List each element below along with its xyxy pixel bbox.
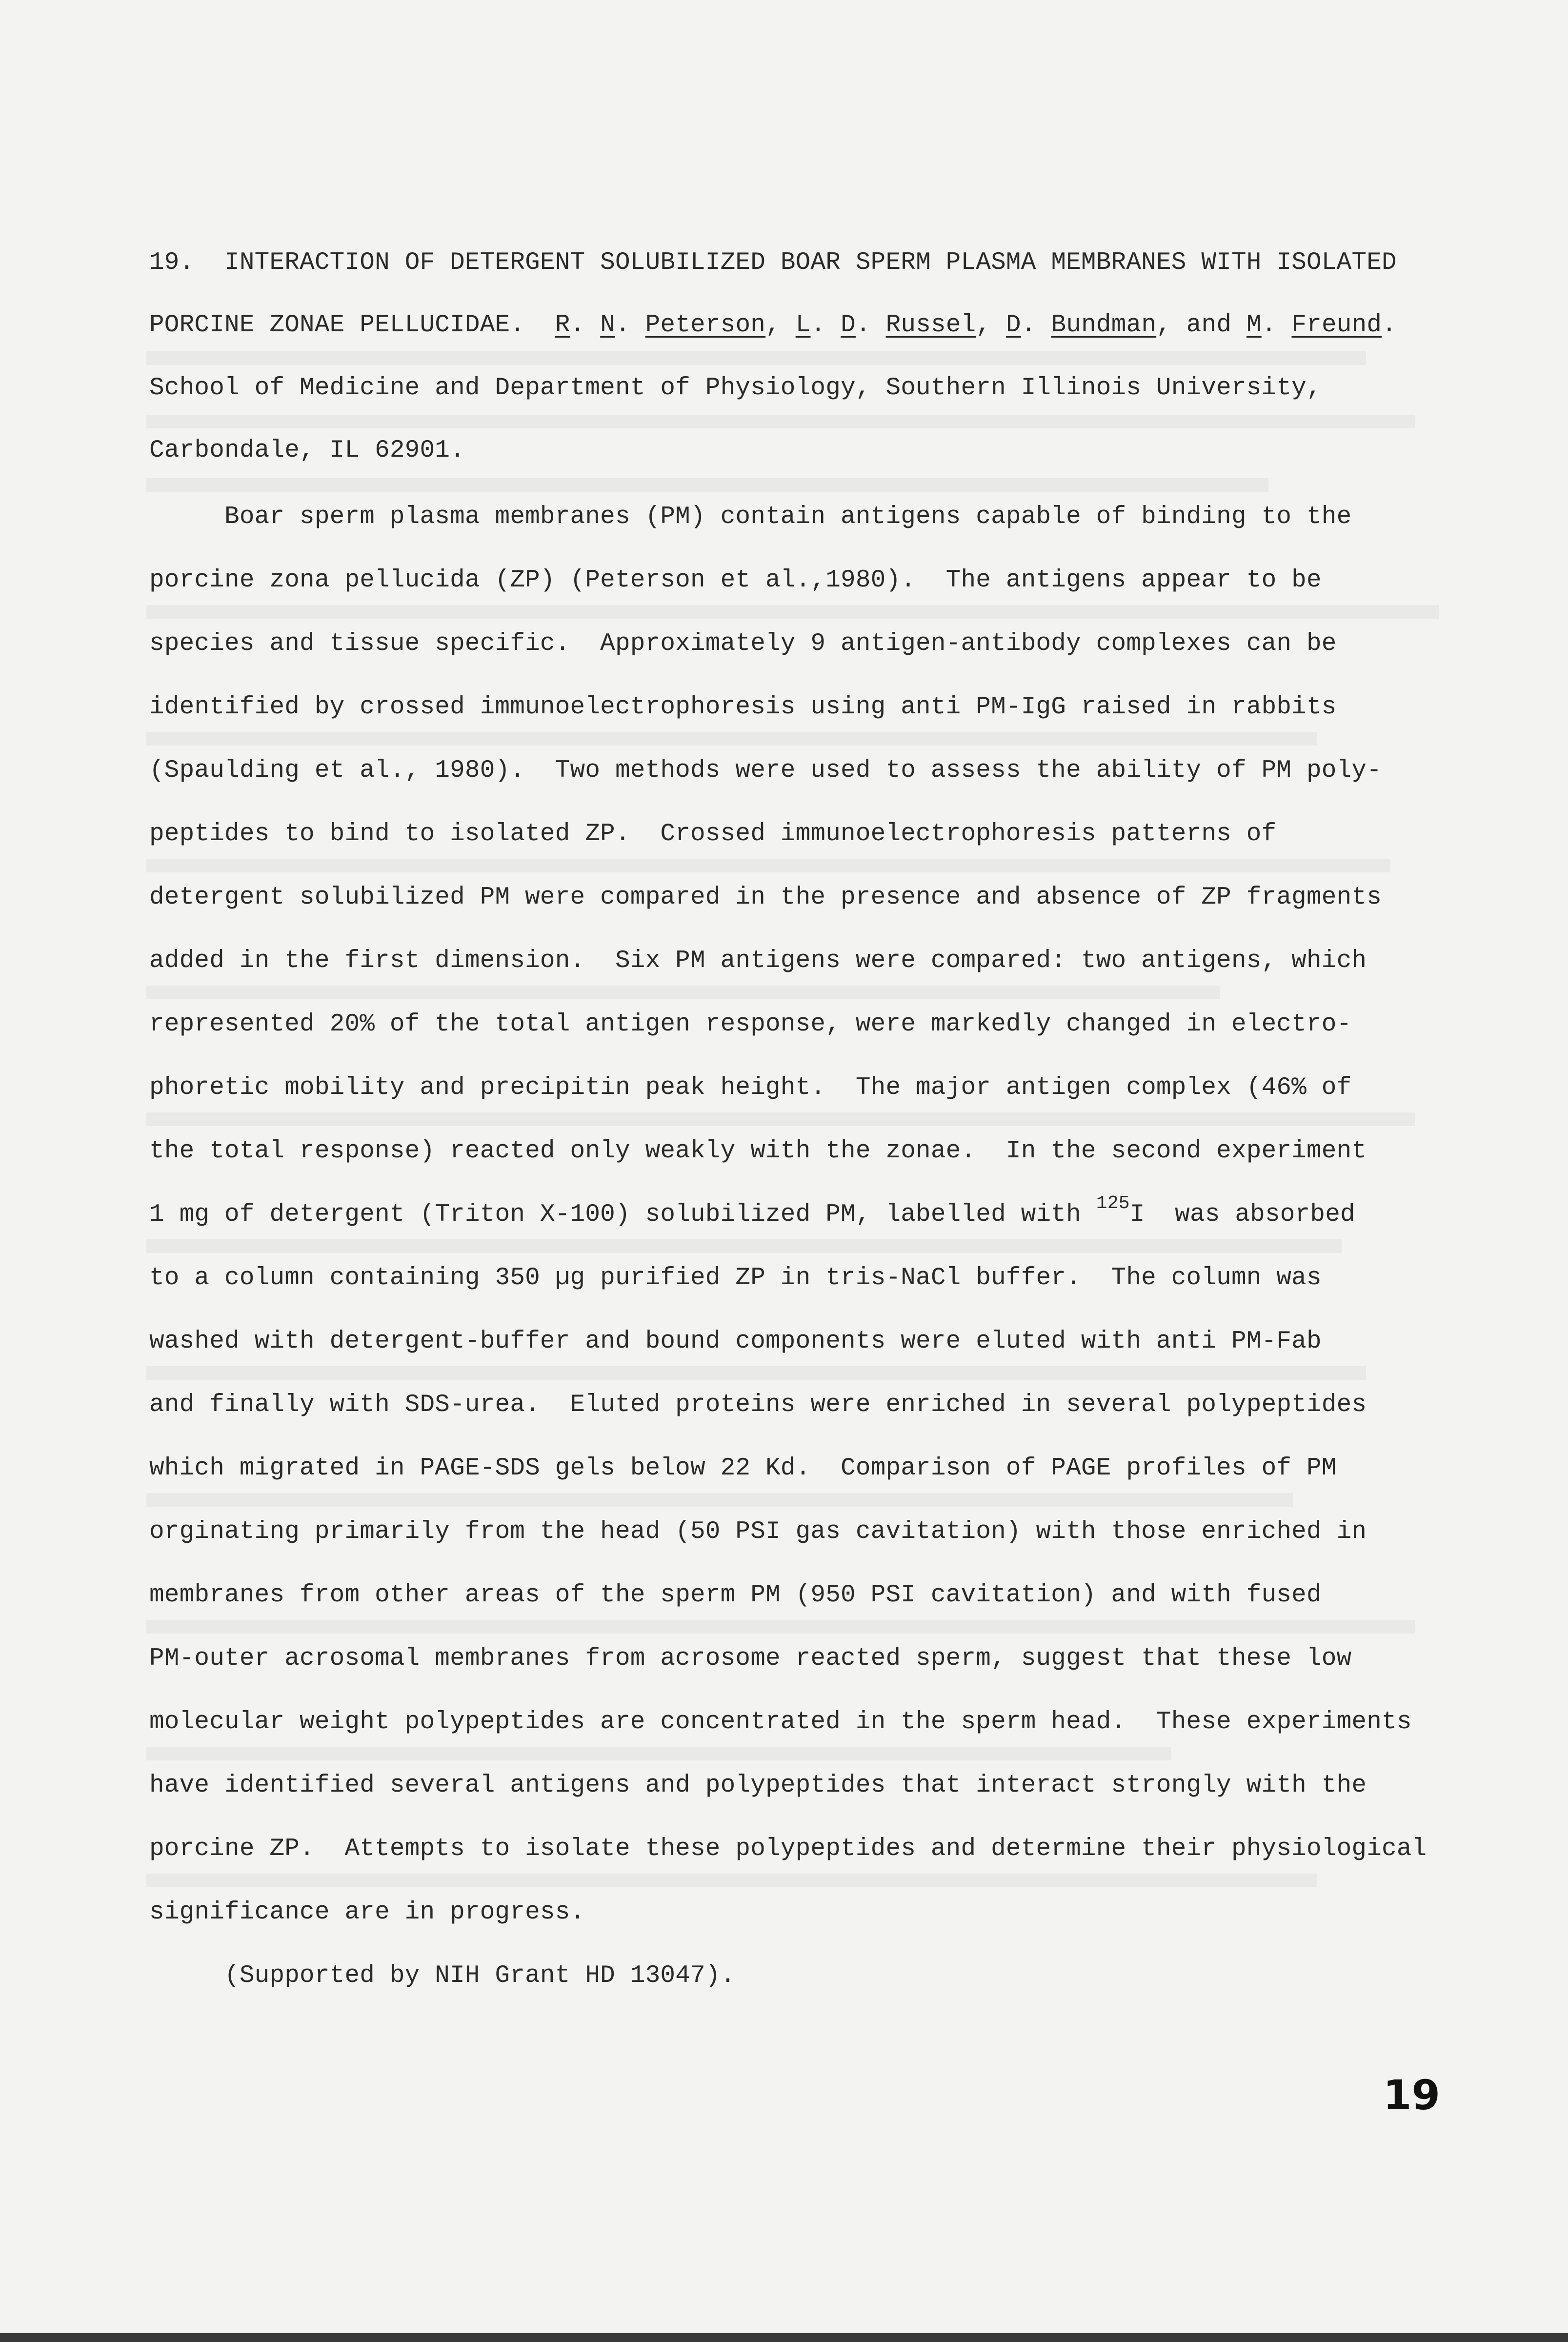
affiliation-line-2: Carbondale, IL 62901.	[149, 437, 465, 464]
body-line: molecular weight polypeptides are concentrated in the sperm head. These experiments	[149, 1708, 1412, 1736]
body-line: significance are in progress.	[149, 1898, 585, 1926]
isotope-superscript: 125	[1096, 1193, 1130, 1214]
body-line: peptides to bind to isolated ZP. Crossed immunoelectrophoresis patterns of	[149, 820, 1277, 848]
body-line: PM-outer acrosomal membranes from acrosome reacted sperm, suggest that these low	[149, 1645, 1352, 1673]
body-line: orginating primarily from the head (50 PSI gas cavitation) with those enriched in	[149, 1518, 1367, 1546]
body-line: (Spaulding et al., 1980). Two methods were used to assess the ability of PM poly-	[149, 757, 1382, 785]
body-line: which migrated in PAGE-SDS gels below 22 Kd. Comparison of PAGE profiles of PM	[149, 1454, 1337, 1482]
author: L. D. Russel,	[795, 311, 991, 339]
abstract-number: 19.	[149, 249, 195, 277]
abstract-title-line-2	[149, 313, 1397, 338]
body-line: porcine zona pellucida (ZP) (Peterson et al.,1980). The antigens appear to be	[149, 566, 1322, 594]
body-line: detergent solubilized PM were compared in the presence and absence of ZP fragments	[149, 884, 1382, 911]
abstract-title: INTERACTION OF DETERGENT SOLUBILIZED BOAR SPERM PLASMA MEMBRANES WITH ISOLATED	[224, 249, 1397, 277]
scan-bottom-edge	[0, 2333, 1568, 2342]
body-line: washed with detergent-buffer and bound components were eluted with anti PM-Fab	[149, 1328, 1322, 1355]
body-line: to a column containing 350 µg purified ZP in tris-NaCl buffer. The column was	[149, 1264, 1322, 1292]
body-line: membranes from other areas of the sperm PM (950 PSI cavitation) and with fused	[149, 1581, 1322, 1609]
author: R. N. Peterson,	[555, 311, 781, 339]
abstract-title-line-1	[149, 250, 1397, 275]
body-line: Boar sperm plasma membranes (PM) contain antigens capable of binding to the	[149, 503, 1352, 531]
page-number: 19	[1383, 2071, 1440, 2119]
body-line: have identified several antigens and polypeptides that interact strongly with the	[149, 1772, 1367, 1799]
body-line: species and tissue specific. Approximately 9 antigen-antibody complexes can be	[149, 630, 1337, 658]
author: D. Bundman, and	[1006, 311, 1232, 339]
body-line: and finally with SDS-urea. Eluted proteins were enriched in several polypeptides	[149, 1391, 1367, 1419]
body-line: porcine ZP. Attempts to isolate these polypeptides and determine their physiological	[149, 1835, 1427, 1863]
funding-note: (Supported by NIH Grant HD 13047).	[149, 1962, 736, 1990]
affiliation-line-1: School of Medicine and Department of Physiology, Southern Illinois University,	[149, 374, 1322, 402]
body-line: identified by crossed immunoelectrophoresis using anti PM-IgG raised in rabbits	[149, 693, 1337, 721]
abstract-title-continued: PORCINE ZONAE PELLUCIDAE.	[149, 311, 525, 339]
body-line: phoretic mobility and precipitin peak height. The major antigen complex (46% of	[149, 1074, 1352, 1102]
body-line: represented 20% of the total antigen response, were markedly changed in electro-	[149, 1010, 1352, 1038]
body-line: the total response) reacted only weakly with the zonae. In the second experiment	[149, 1137, 1367, 1165]
body-line-iodine: 1 mg of detergent (Triton X-100) solubilized PM, labelled with $^{125}$I was absorbed	[149, 1193, 1355, 1229]
author: M. Freund.	[1246, 311, 1397, 339]
body-line: added in the first dimension. Six PM antigens were compared: two antigens, which	[149, 947, 1367, 975]
